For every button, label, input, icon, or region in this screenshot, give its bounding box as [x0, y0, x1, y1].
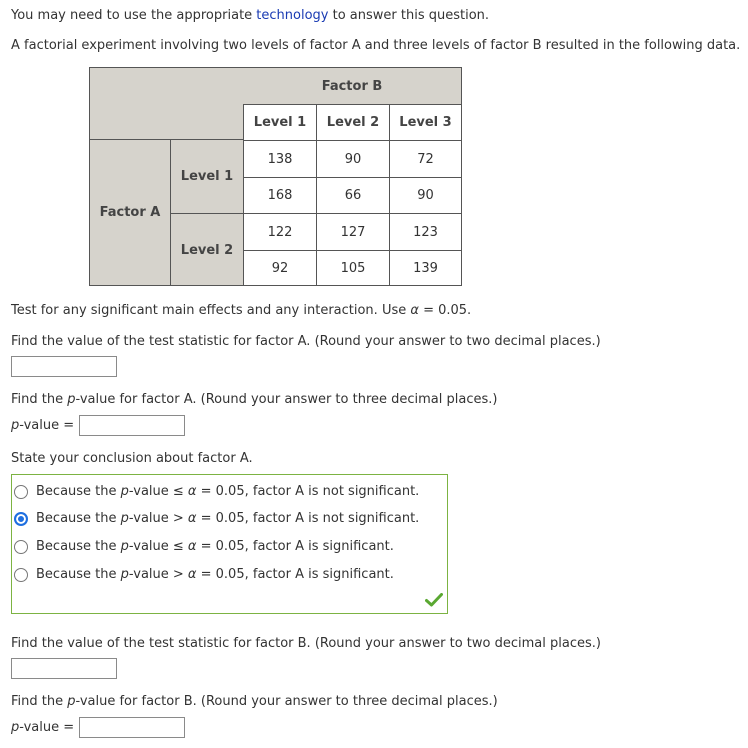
table-cell: 123: [389, 213, 462, 250]
col-header-level-3: Level 3: [389, 104, 462, 140]
radio-button[interactable]: [14, 568, 28, 582]
data-table: [89, 67, 462, 286]
question-test-statistic-a: Find the value of the test statistic for factor A. (Round your answer to two decimal places.): [11, 334, 601, 349]
table-cell: 122: [243, 213, 316, 250]
question-conclusion-a: State your conclusion about factor A.: [11, 451, 253, 466]
question-p-value-a: Find the p-value for factor A. (Round your answer to three decimal places.): [11, 392, 498, 407]
table-corner: [89, 67, 243, 140]
table-cell: 138: [243, 140, 316, 177]
row-header-level-2: Level 2: [170, 213, 243, 286]
p-value-b-input[interactable]: [79, 717, 185, 738]
table-cell: 139: [389, 250, 462, 286]
test-instruction: Test for any significant main effects and any interaction. Use α = 0.05.: [11, 303, 472, 318]
question-p-value-b: Find the p-value for factor B. (Round your answer to three decimal places.): [11, 694, 498, 709]
table-cell: 92: [243, 250, 316, 286]
table-cell: 90: [316, 140, 389, 177]
table-cell: 66: [316, 177, 389, 213]
table-cell: 127: [316, 213, 389, 250]
radio-button[interactable]: [14, 540, 28, 554]
factor-b-header: Factor B: [243, 67, 462, 104]
intro-text: You may need to use the appropriate technology to answer this question.: [11, 8, 490, 23]
p-value-a-label: p-value =: [11, 418, 75, 433]
checkmark-icon: [425, 593, 443, 607]
problem-description: A factorial experiment involving two levels of factor A and three levels of factor B resulted in the following data.: [11, 38, 741, 53]
radio-button[interactable]: [14, 485, 28, 499]
p-value-a-input[interactable]: [79, 415, 185, 436]
table-cell: 168: [243, 177, 316, 213]
table-cell: 105: [316, 250, 389, 286]
radio-button-selected[interactable]: [14, 512, 28, 526]
question-test-statistic-b: Find the value of the test statistic for factor B. (Round your answer to two decimal places.): [11, 636, 601, 651]
test-statistic-a-input[interactable]: [11, 356, 117, 377]
col-header-level-1: Level 1: [243, 104, 316, 140]
technology-link[interactable]: technology: [256, 8, 329, 23]
factor-a-header: Factor A: [89, 140, 170, 286]
test-statistic-b-input[interactable]: [11, 658, 117, 679]
col-header-level-2: Level 2: [316, 104, 389, 140]
table-cell: 90: [389, 177, 462, 213]
p-value-b-label: p-value =: [11, 720, 75, 735]
conclusion-a-options: Because the p-value ≤ α = 0.05, factor A is not significant. Because the p-value > α = 0.05, factor A is not significant. Because the p-value ≤ α = 0.05, factor A is significant. Because the p-value > α = 0.05, factor A is significant.: [11, 474, 448, 614]
row-header-level-1: Level 1: [170, 140, 243, 213]
table-cell: 72: [389, 140, 462, 177]
